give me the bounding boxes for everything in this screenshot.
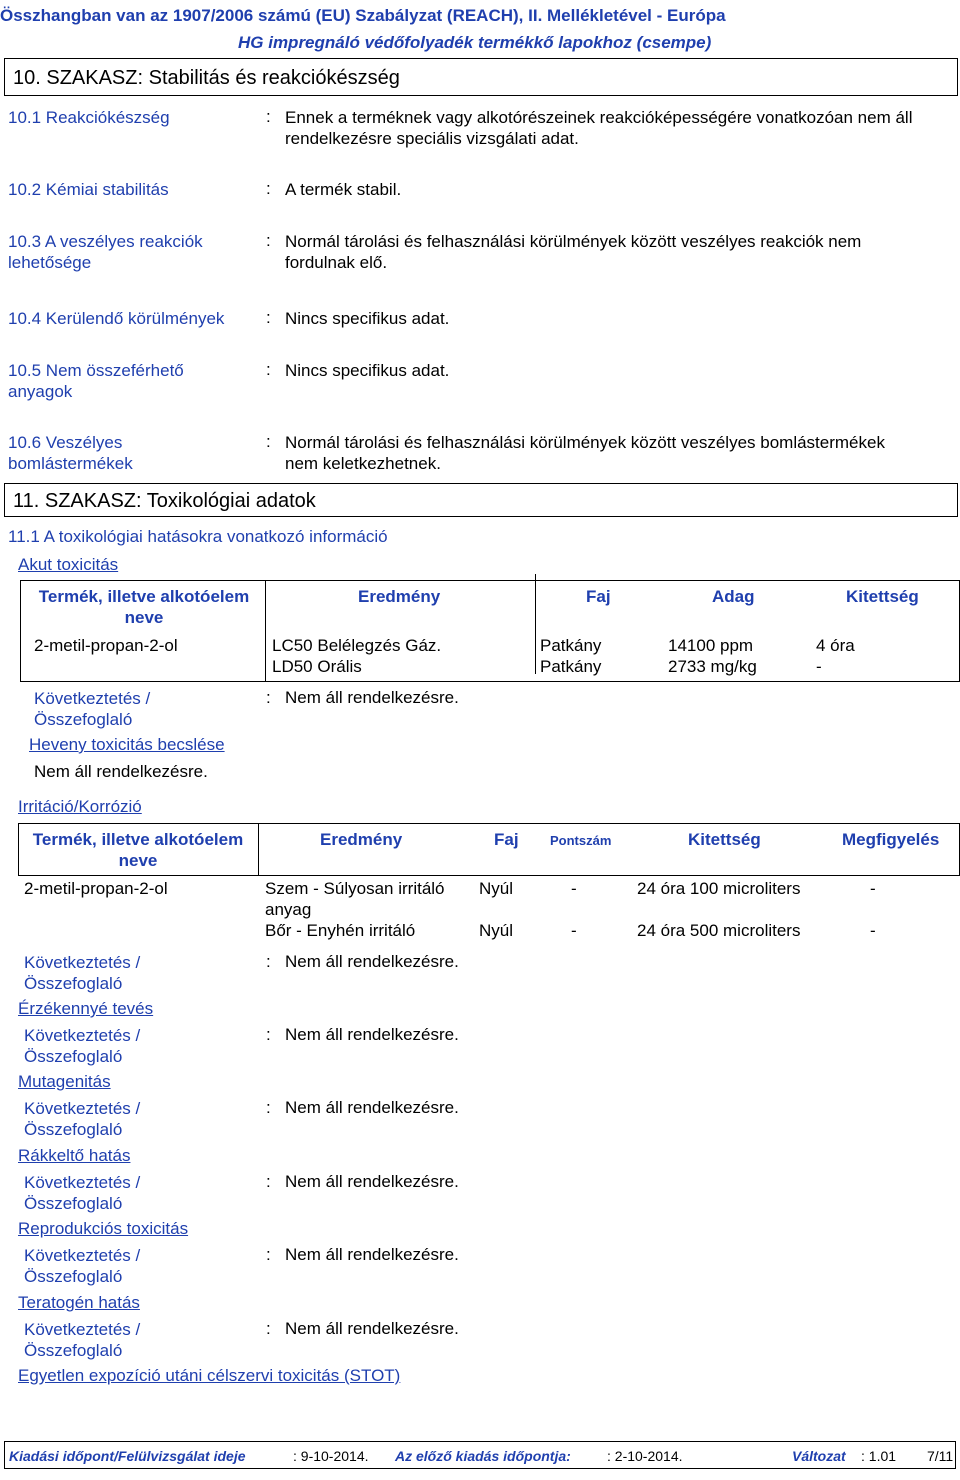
section-11-title-box — [4, 483, 958, 517]
stot-single-exposure-link[interactable]: Egyetlen expozíció utáni célszervi toxicitás (STOT) — [18, 1366, 401, 1385]
section-10-title-box — [4, 58, 958, 96]
irritation-header-exposure: Kitettség — [688, 830, 761, 849]
section-10-title: 10. SZAKASZ: Stabilitás és reakciókészség — [13, 67, 400, 89]
mutagenicity-conclusion-line2: Összefoglaló — [24, 1120, 123, 1139]
acute-conclusion-label — [34, 688, 150, 730]
hazardous-reactions-value-line1: Normál tárolási és felhasználási körülmények között veszélyes reakciók nem — [285, 232, 862, 251]
chemical-stability-label: 10.2 Kémiai stabilitás — [8, 180, 169, 199]
acute-row-species-line2: Patkány — [540, 657, 602, 676]
carcinogenicity-conclusion-label — [24, 1172, 140, 1214]
irritation-table-left-border — [18, 823, 19, 876]
footer-version-value: : 1.01 — [861, 1448, 897, 1464]
hazardous-reactions-label-line1: 10.3 A veszélyes reakciók — [8, 232, 203, 251]
acute-toxicity-estimate-value: Nem áll rendelkezésre. — [34, 762, 208, 781]
acute-header-product — [26, 586, 262, 628]
acute-row-result-line1: LC50 Belélegzés Gáz. — [272, 636, 442, 655]
conditions-to-avoid-value: Nincs specifikus adat. — [285, 309, 450, 328]
teratogenicity-link[interactable]: Teratogén hatás — [18, 1293, 140, 1312]
reactivity-value-line1: Ennek a terméknek vagy alkotórészeinek reakcióképességére vonatkozóan nem áll — [285, 108, 913, 127]
teratogenicity-value: Nem áll rendelkezésre. — [285, 1319, 459, 1338]
irritation-row-species2: Nyúl — [479, 921, 514, 940]
acute-conclusion-colon: : — [266, 688, 271, 707]
acute-conclusion-value: Nem áll rendelkezésre. — [285, 688, 459, 707]
acute-row-species-line1: Patkány — [540, 636, 602, 655]
document-header-regulation: Összhangban van az 1907/2006 számú (EU) Szabályzat (REACH), II. Mellékletével - Európa — [0, 6, 726, 25]
acute-toxicity-estimate-link[interactable]: Heveny toxicitás becslése — [29, 735, 225, 754]
footer-issue-label: Kiadási időpont/Felülvizsgálat ideje — [9, 1448, 246, 1464]
irritation-conclusion-label-line2: Összefoglaló — [24, 974, 123, 993]
sensitisation-link[interactable]: Érzékennyé tevés — [18, 999, 154, 1018]
acute-header-product-line2: neve — [124, 608, 164, 627]
irritation-header-product — [20, 829, 256, 871]
hazardous-reactions-colon: : — [266, 231, 271, 250]
acute-row-species — [540, 635, 601, 677]
acute-header-exposure: Kitettség — [846, 587, 919, 606]
reproductive-toxicity-conclusion-label — [24, 1245, 140, 1287]
irritation-header-product-line1: Termék, illetve alkotóelem — [32, 830, 244, 849]
carcinogenicity-colon: : — [266, 1172, 271, 1191]
irritation-row-obs1: - — [870, 879, 876, 898]
acute-row-exposure — [816, 635, 855, 677]
footer-version-label: Változat — [792, 1448, 846, 1464]
acute-conclusion-label-line2: Összefoglaló — [34, 710, 133, 729]
decomposition-products-value-line2: nem keletkezhetnek. — [285, 454, 441, 473]
reproductive-toxicity-conclusion-line1: Következtetés / — [24, 1246, 141, 1265]
irritation-table-header-border — [18, 875, 960, 876]
mutagenicity-link[interactable]: Mutagenitás — [18, 1072, 111, 1091]
acute-row-result — [272, 635, 441, 677]
footer-issue-value: : 9-10-2014. — [293, 1448, 369, 1464]
footer-prev-value: : 2-10-2014. — [607, 1448, 683, 1464]
irritation-row-result2: Bőr - Enyhén irritáló — [265, 921, 416, 940]
reproductive-toxicity-conclusion-line2: Összefoglaló — [24, 1267, 123, 1286]
irritation-row-score1: - — [571, 879, 577, 898]
sensitisation-conclusion-line1: Következtetés / — [24, 1026, 141, 1045]
acute-header-product-line1: Termék, illetve alkotóelem — [38, 587, 250, 606]
footer-page-number: 7/11 — [927, 1448, 954, 1464]
decomposition-products-value — [285, 432, 885, 474]
teratogenicity-conclusion-label — [24, 1319, 140, 1361]
incompatible-materials-label-line1: 10.5 Nem összeférhető — [8, 361, 184, 380]
sensitisation-conclusion-line2: Összefoglaló — [24, 1047, 123, 1066]
irritation-conclusion-value: Nem áll rendelkezésre. — [285, 952, 459, 971]
page-footer — [4, 1441, 956, 1469]
irritation-conclusion-label — [24, 952, 140, 994]
reproductive-toxicity-link[interactable]: Reprodukciós toxicitás — [18, 1219, 189, 1238]
reproductive-toxicity-colon: : — [266, 1245, 271, 1264]
acute-header-dose: Adag — [712, 587, 755, 606]
decomposition-products-value-line1: Normál tárolási és felhasználási körülmények között veszélyes bomlástermékek — [285, 433, 885, 452]
decomposition-products-label — [8, 432, 133, 474]
irritation-header-score: Pontszám — [550, 833, 612, 848]
conditions-to-avoid-label: 10.4 Kerülendő körülmények — [8, 309, 225, 328]
irritation-header-result: Eredmény — [320, 830, 403, 849]
acute-table-bottom-border — [20, 681, 960, 682]
chemical-stability-colon: : — [266, 179, 271, 198]
irritation-header-observation: Megfigyelés — [842, 830, 940, 849]
decomposition-products-label-line1: 10.6 Veszélyes — [8, 433, 123, 452]
irritation-row-result1-line2: anyag — [265, 900, 312, 919]
irritation-row-species1: Nyúl — [479, 879, 514, 898]
acute-row-dose-line2: 2733 mg/kg — [668, 657, 757, 676]
document-header-product: HG impregnáló védőfolyadék termékkő lapokhoz (csempe) — [238, 33, 712, 52]
sensitisation-colon: : — [266, 1025, 271, 1044]
teratogenicity-colon: : — [266, 1319, 271, 1338]
irritation-table-divider — [258, 823, 259, 876]
reactivity-colon: : — [266, 107, 271, 126]
teratogenicity-conclusion-line1: Következtetés / — [24, 1320, 141, 1339]
mutagenicity-conclusion-label — [24, 1098, 140, 1140]
irritation-header-product-line2: neve — [118, 851, 158, 870]
reactivity-label: 10.1 Reakciókészség — [8, 108, 170, 127]
acute-table-divider — [265, 580, 266, 682]
irritation-conclusion-colon: : — [266, 952, 271, 971]
chemical-stability-value: A termék stabil. — [285, 180, 402, 199]
acute-conclusion-label-line1: Következtetés / — [34, 689, 151, 708]
incompatible-materials-value: Nincs specifikus adat. — [285, 361, 450, 380]
irritation-corrosion-link[interactable]: Irritáció/Korrózió — [18, 797, 142, 816]
carcinogenicity-link[interactable]: Rákkeltő hatás — [18, 1146, 131, 1165]
reactivity-value — [285, 107, 912, 149]
irritation-row-exposure2: 24 óra 500 microliters — [637, 921, 801, 940]
acute-table-left-border — [20, 580, 21, 682]
irritation-row-result1-line1: Szem - Súlyosan irritáló — [265, 879, 445, 898]
carcinogenicity-conclusion-line1: Következtetés / — [24, 1173, 141, 1192]
acute-table-top-border — [20, 580, 960, 581]
teratogenicity-conclusion-line2: Összefoglaló — [24, 1341, 123, 1360]
irritation-row-product: 2-metil-propan-2-ol — [24, 879, 168, 898]
acute-row-exposure-line2: - — [816, 657, 822, 676]
irritation-row-result1 — [265, 878, 445, 920]
sensitisation-conclusion-label — [24, 1025, 140, 1067]
decomposition-products-colon: : — [266, 432, 271, 451]
reactivity-value-line2: rendelkezésre speciális vizsgálati adat. — [285, 129, 579, 148]
carcinogenicity-conclusion-line2: Összefoglaló — [24, 1194, 123, 1213]
acute-header-result: Eredmény — [358, 587, 441, 606]
acute-row-exposure-line1: 4 óra — [816, 636, 855, 655]
incompatible-materials-colon: : — [266, 360, 271, 379]
mutagenicity-colon: : — [266, 1098, 271, 1117]
mutagenicity-conclusion-line1: Következtetés / — [24, 1099, 141, 1118]
hazardous-reactions-value — [285, 231, 861, 273]
hazardous-reactions-value-line2: fordulnak elő. — [285, 253, 388, 272]
acute-row-result-line2: LD50 Orális — [272, 657, 362, 676]
acute-row-dose-line1: 14100 ppm — [668, 636, 754, 655]
hazardous-reactions-label-line2: lehetősége — [8, 253, 92, 272]
decomposition-products-label-line2: bomlástermékek — [8, 454, 133, 473]
footer-prev-label: Az előző kiadás időpontja: — [395, 1448, 571, 1464]
sensitisation-value: Nem áll rendelkezésre. — [285, 1025, 459, 1044]
carcinogenicity-value: Nem áll rendelkezésre. — [285, 1172, 459, 1191]
section-11-title: 11. SZAKASZ: Toxikológiai adatok — [13, 490, 316, 512]
acute-table-inner-divider — [535, 574, 536, 674]
acute-toxicity-link[interactable]: Akut toxicitás — [18, 555, 119, 574]
reproductive-toxicity-value: Nem áll rendelkezésre. — [285, 1245, 459, 1264]
acute-header-species: Faj — [586, 587, 611, 606]
incompatible-materials-label-line2: anyagok — [8, 382, 73, 401]
acute-row-product: 2-metil-propan-2-ol — [34, 636, 178, 655]
toxicology-info-subtitle: 11.1 A toxikológiai hatásokra vonatkozó információ — [8, 527, 388, 546]
irritation-conclusion-label-line1: Következtetés / — [24, 953, 141, 972]
conditions-to-avoid-colon: : — [266, 308, 271, 327]
hazardous-reactions-label — [8, 231, 203, 273]
mutagenicity-value: Nem áll rendelkezésre. — [285, 1098, 459, 1117]
incompatible-materials-label — [8, 360, 184, 402]
acute-row-dose — [668, 635, 757, 677]
irritation-row-obs2: - — [870, 921, 876, 940]
irritation-header-species: Faj — [494, 830, 519, 849]
irritation-row-exposure1: 24 óra 100 microliters — [637, 879, 801, 898]
irritation-row-score2: - — [571, 921, 577, 940]
irritation-table-top-border — [18, 823, 960, 824]
